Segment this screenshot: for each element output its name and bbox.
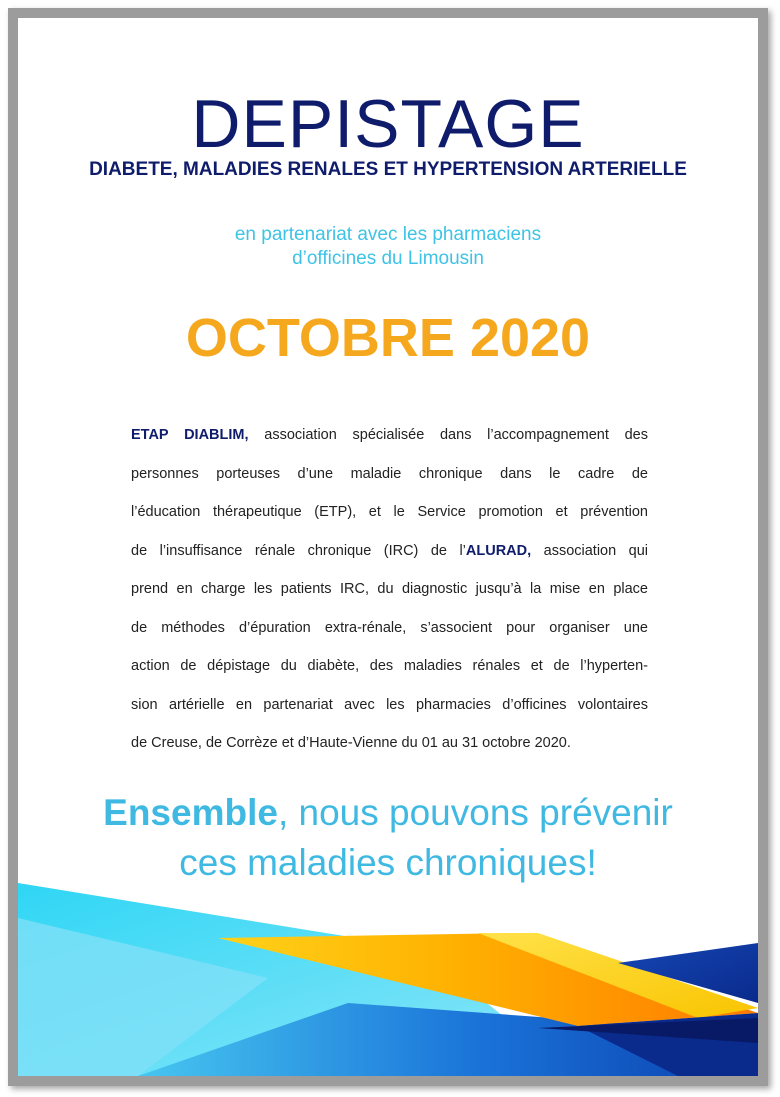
decorative-banner xyxy=(18,18,758,1076)
body-line-5: prend en charge les patients IRC, du diagnostic jusqu’à la mise en place xyxy=(131,581,648,597)
body-line-6: de méthodes d’épuration extra-rénale, s’associent pour organiser une xyxy=(131,619,648,636)
body-line-3: l’éducation thérapeutique (ETP), et le Service promotion et prévention xyxy=(131,504,648,520)
subtitle: DIABETE, MALADIES RENALES ET HYPERTENSION ARTERIELLE xyxy=(89,159,687,180)
slogan-emphasis: Ensemble xyxy=(103,792,278,833)
body-line-9: de Creuse, de Corrèze et d’Haute-Vienne du 01 au 31 octobre 2020. xyxy=(131,735,571,751)
body-line-8: sion artérielle en partenariat avec les pharmacies d’officines volontaires xyxy=(131,696,648,713)
partnership-line-1: en partenariat avec les pharmaciens xyxy=(234,224,542,245)
body-line-4: de l’insuffisance rénale chronique (IRC) de l’ALURAD, association qui xyxy=(131,542,648,559)
slogan-line-1: Ensemble, nous pouvons prévenir xyxy=(103,792,673,833)
main-title: DEPISTAGE xyxy=(191,86,585,162)
date-banner: OCTOBRE 2020 xyxy=(185,308,591,368)
body-line-2: personnes porteuses d’une maladie chronique dans le cadre de xyxy=(131,465,648,482)
partnership-line-2: d’officines du Limousin xyxy=(292,248,484,269)
body-line-1: ETAP DIABLIM, association spécialisée dans l’accompagnement des xyxy=(131,427,648,443)
org-name-alurad: ALURAD, xyxy=(465,542,532,559)
org-name-etap: ETAP DIABLIM, xyxy=(131,427,249,443)
body-line-7: action de dépistage du diabète, des maladies rénales et de l’hyperten- xyxy=(131,658,648,674)
slogan-line-2: ces maladies chroniques! xyxy=(179,842,597,883)
flyer-page xyxy=(18,18,758,1076)
